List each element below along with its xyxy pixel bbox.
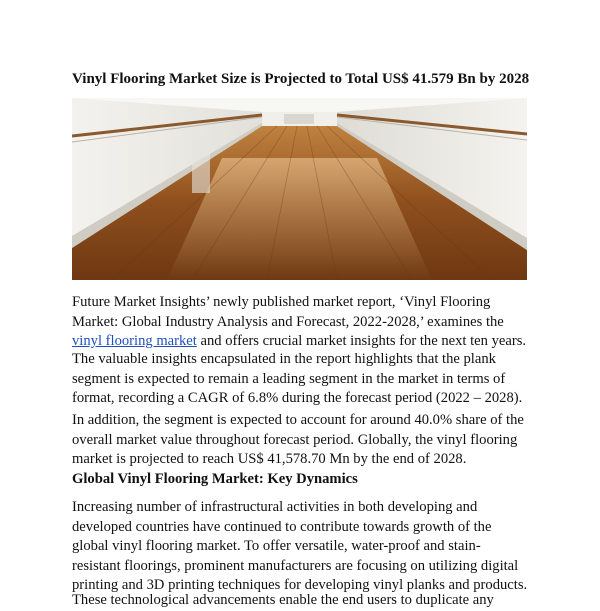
paragraph-text: In addition, the segment is expected to account for around 40.0% share of the overall market value throughout forecast period. Globally, the vinyl flooring market is projected to reach US$ 41,578.70 Mn by the end of 2028. xyxy=(72,412,524,467)
intro-paragraph xyxy=(72,293,528,352)
intro-text-after: and offers crucial market insights for the next ten years. xyxy=(196,333,527,349)
page-title: Vinyl Flooring Market Size is Projected to Total US$ 41.579 Bn by 2028 xyxy=(72,71,530,87)
continuation-paragraph xyxy=(72,591,528,611)
hallway-floor-image xyxy=(72,98,527,280)
section-heading: Global Vinyl Flooring Market: Key Dynamics xyxy=(72,471,358,487)
segment-share-paragraph xyxy=(72,411,528,470)
vinyl-flooring-market-link[interactable]: vinyl flooring market xyxy=(72,333,197,349)
intro-text-before: Future Market Insights’ newly published market report, ‘Vinyl Flooring Market: Global Industry Analysis and Forecast, 2022-2028,’ examines the xyxy=(72,294,504,330)
insights-paragraph xyxy=(72,350,528,409)
paragraph-text: The valuable insights encapsulated in the report highlights that the plank segment is expected to remain a leading segment in the market in terms of format, recording a CAGR of 6.8% during the forecast period (2022 – 2028). xyxy=(72,351,523,406)
dynamics-paragraph xyxy=(72,498,528,596)
paragraph-text: These technological advancements enable the end users to duplicate any xyxy=(72,592,494,608)
paragraph-text: Increasing number of infrastructural activities in both developing and developed countries have continued to contribute towards growth of the global vinyl flooring market. To offer versatile, water-proof and stain-resistant floorings, prominent manufacturers are focusing on utilizing digital printing and 3D printing techniques for developing vinyl planks and products. xyxy=(72,499,528,593)
